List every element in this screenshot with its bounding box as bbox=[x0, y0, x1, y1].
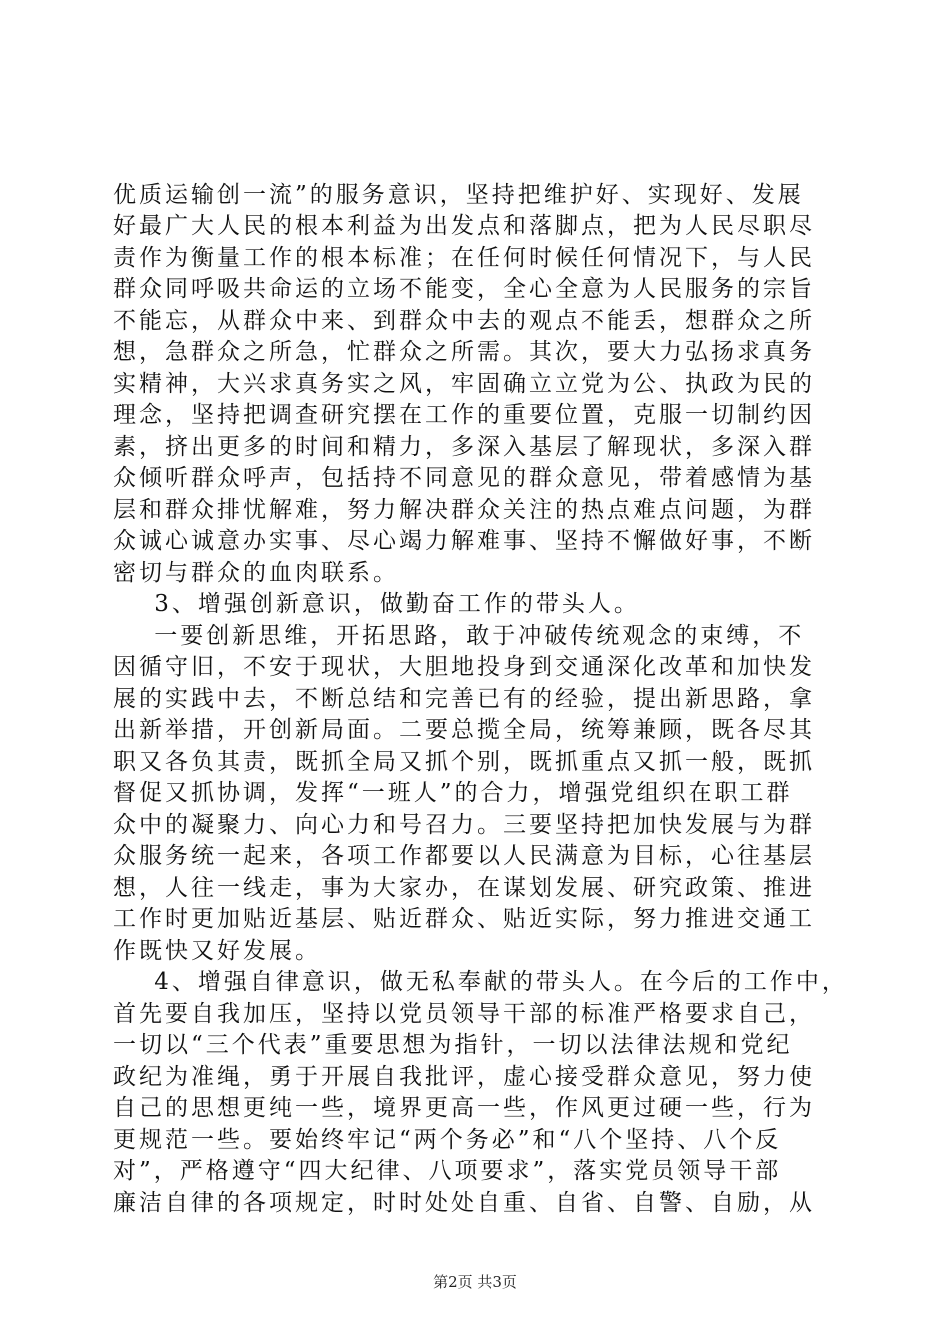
text-line: 督促又抓协调，发挥“一班人”的合力，增强党组织在职工群 bbox=[113, 780, 793, 806]
text-line: 首先要自我加压，坚持以党员领导干部的标准严格要求自己， bbox=[113, 1001, 815, 1027]
text-line: 责作为衡量工作的根本标准；在任何时候任何情况下，与人民 bbox=[113, 245, 815, 271]
text-line: 众倾听群众呼声，包括持不同意见的群众意见，带着感情为基 bbox=[113, 465, 815, 491]
text-line: 展的实践中去，不断总结和完善已有的经验，提出新思路，拿 bbox=[113, 686, 815, 712]
text-line: 廉洁自律的各项规定，时时处处自重、自省、自警、自励，从 bbox=[113, 1190, 815, 1216]
text-line: 4、增强自律意识，做无私奉献的带头人。在今后的工作中， bbox=[113, 969, 848, 995]
text-line: 密切与群众的血肉联系。 bbox=[113, 560, 399, 586]
text-line: 职又各负其责，既抓全局又抓个别，既抓重点又抓一般，既抓 bbox=[113, 749, 815, 775]
text-line: 众服务统一起来，各项工作都要以人民满意为目标，心往基层 bbox=[113, 843, 815, 869]
text-line: 自己的思想更纯一些，境界更高一些，作风更过硬一些，行为 bbox=[113, 1095, 815, 1121]
text-line: 更规范一些。要始终牢记“两个务必”和“八个坚持、八个反 bbox=[113, 1127, 782, 1153]
text-line: 素，挤出更多的时间和精力，多深入基层了解现状，多深入群 bbox=[113, 434, 815, 460]
text-line: 3、增强创新意识，做勤奋工作的带头人。 bbox=[113, 591, 640, 617]
text-line: 实精神，大兴求真务实之风，牢固确立立党为公、执政为民的 bbox=[113, 371, 815, 397]
text-line: 不能忘，从群众中来、到群众中去的观点不能丢，想群众之所 bbox=[113, 308, 815, 334]
text-line: 想，急群众之所急，忙群众之所需。其次，要大力弘扬求真务 bbox=[113, 339, 815, 365]
text-line: 一要创新思维，开拓思路，敢于冲破传统观念的束缚，不 bbox=[113, 623, 805, 649]
page-footer: 第2页 共3页 bbox=[433, 1273, 517, 1291]
text-line: 一切以“三个代表”重要思想为指针，一切以法律法规和党纪 bbox=[113, 1032, 793, 1058]
text-line: 想，人往一线走，事为大家办，在谋划发展、研究政策、推进 bbox=[113, 875, 815, 901]
text-line: 政纪为准绳，勇于开展自我批评，虚心接受群众意见，努力使 bbox=[113, 1064, 815, 1090]
text-line: 理念，坚持把调查研究摆在工作的重要位置，克服一切制约因 bbox=[113, 402, 815, 428]
text-line: 好最广大人民的根本利益为出发点和落脚点，把为人民尽职尽 bbox=[113, 213, 815, 239]
text-line: 因循守旧，不安于现状，大胆地投身到交通深化改革和加快发 bbox=[113, 654, 815, 680]
text-line: 作既快又好发展。 bbox=[113, 938, 321, 964]
text-line: 群众同呼吸共命运的立场不能变，全心全意为人民服务的宗旨 bbox=[113, 276, 815, 302]
text-line: 层和群众排忧解难，努力解决群众关注的热点难点问题，为群 bbox=[113, 497, 815, 523]
text-line: 出新举措，开创新局面。二要总揽全局，统筹兼顾，既各尽其 bbox=[113, 717, 815, 743]
text-line: 对”，严格遵守“四大纪律、八项要求”，落实党员领导干部 bbox=[113, 1158, 782, 1184]
text-line: 众中的凝聚力、向心力和号召力。三要坚持把加快发展与为群 bbox=[113, 812, 815, 838]
text-line: 工作时更加贴近基层、贴近群众、贴近实际，努力推进交通工 bbox=[113, 906, 815, 932]
text-line: 众诚心诚意办实事、尽心竭力解难事、坚持不懈做好事，不断 bbox=[113, 528, 815, 554]
text-line: 优质运输创一流”的服务意识，坚持把维护好、实现好、发展 bbox=[113, 182, 804, 208]
